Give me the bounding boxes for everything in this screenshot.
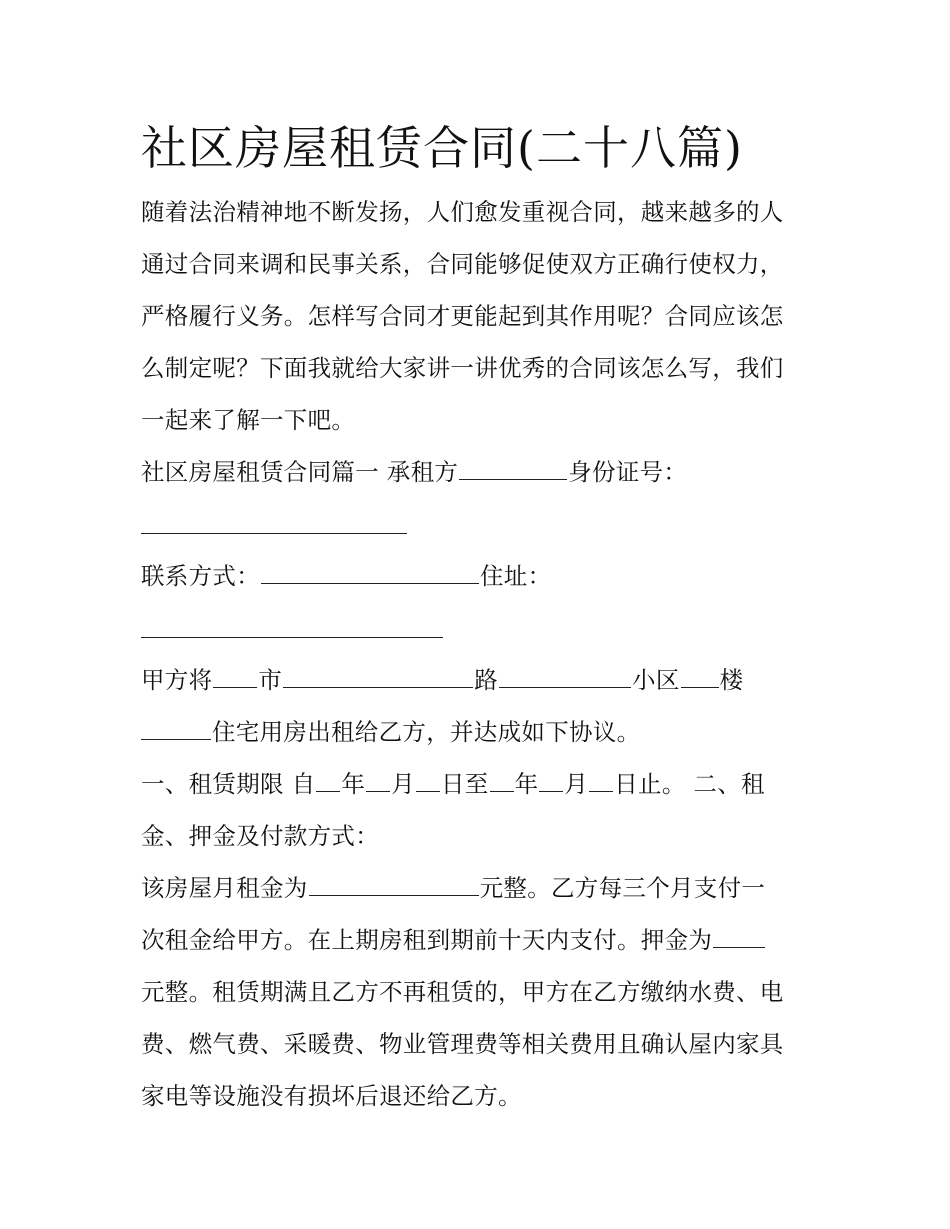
month-label: 月 bbox=[564, 770, 589, 798]
lease-term-line bbox=[141, 758, 821, 810]
unit-blank bbox=[141, 719, 211, 740]
day-end-label: 日止。 二、租 bbox=[614, 770, 765, 798]
building-label: 楼 bbox=[719, 666, 744, 694]
community-blank bbox=[499, 667, 631, 688]
residence-line bbox=[141, 706, 821, 758]
address-blank-line bbox=[141, 602, 821, 654]
contract-line: 费、燃气费、采暖费、物业管理费等相关费用且确认屋内家具 bbox=[141, 1030, 784, 1058]
monthly-rent-blank bbox=[309, 875, 479, 896]
lessee-label: 社区房屋租赁合同篇一 承租方 bbox=[141, 458, 459, 486]
start-month-blank bbox=[366, 771, 390, 792]
intro-line: 一起来了解一下吧。 bbox=[141, 406, 356, 434]
contact-label: 联系方式： bbox=[141, 562, 260, 590]
month-label: 月 bbox=[391, 770, 415, 798]
intro-line: 严格履行义务。怎样写合同才更能起到其作用呢？合同应该怎 bbox=[141, 302, 784, 330]
residence-text: 住宅用房出租给乙方，并达成如下协议。 bbox=[212, 718, 641, 746]
address-blank bbox=[141, 637, 443, 638]
road-blank bbox=[283, 667, 473, 688]
document-title: 社区房屋租赁合同(二十八篇) bbox=[141, 121, 743, 175]
start-year-blank bbox=[316, 771, 340, 792]
intro-paragraph bbox=[141, 186, 821, 446]
id-number-blank bbox=[141, 533, 407, 534]
year-label: 年 bbox=[341, 770, 366, 798]
deposit-line bbox=[141, 914, 821, 966]
contract-line: 元整。租赁期满且乙方不再租赁的，甲方在乙方缴纳水费、电 bbox=[141, 978, 784, 1006]
deposit-text: 次租金给甲方。在上期房租到期前十天内支付。押金为 bbox=[141, 926, 713, 954]
start-day-blank bbox=[416, 771, 440, 792]
property-line bbox=[141, 654, 821, 706]
lessee-line bbox=[141, 446, 821, 498]
year-label: 年 bbox=[514, 770, 539, 798]
end-year-blank bbox=[490, 771, 514, 792]
road-label: 路 bbox=[474, 666, 499, 694]
lease-term-label: 一、租赁期限 自 bbox=[141, 770, 316, 798]
lessee-name-blank bbox=[459, 459, 567, 480]
address-label: 住址： bbox=[480, 562, 552, 590]
intro-line: 随着法治精神地不断发扬，人们愈发重视合同，越来越多的人 bbox=[141, 198, 784, 226]
end-day-blank bbox=[589, 771, 613, 792]
monthly-rent-label: 该房屋月租金为 bbox=[141, 874, 308, 902]
deposit-blank bbox=[713, 927, 765, 948]
rent-heading-line: 金、押金及付款方式： bbox=[141, 822, 379, 850]
contact-blank bbox=[261, 563, 479, 584]
rent-line bbox=[141, 862, 821, 914]
building-blank bbox=[681, 667, 719, 688]
end-month-blank bbox=[539, 771, 563, 792]
id-number-blank-line bbox=[141, 498, 821, 550]
party-a-label: 甲方将 bbox=[141, 666, 213, 694]
contact-line bbox=[141, 550, 821, 602]
city-label: 市 bbox=[258, 666, 283, 694]
id-number-label: 身份证号： bbox=[568, 458, 688, 486]
contract-line: 家电等设施没有损坏后退还给乙方。 bbox=[141, 1082, 522, 1110]
document-page bbox=[141, 110, 821, 1122]
day-to-label: 日至 bbox=[441, 770, 489, 798]
community-label: 小区 bbox=[632, 666, 680, 694]
contract-body bbox=[141, 446, 821, 1122]
payment-text: 元整。乙方每三个月支付一 bbox=[479, 874, 766, 902]
city-blank bbox=[213, 667, 257, 688]
intro-line: 通过合同来调和民事关系，合同能够促使双方正确行使权力， bbox=[141, 250, 784, 278]
intro-line: 么制定呢？下面我就给大家讲一讲优秀的合同该怎么写，我们 bbox=[141, 354, 784, 382]
